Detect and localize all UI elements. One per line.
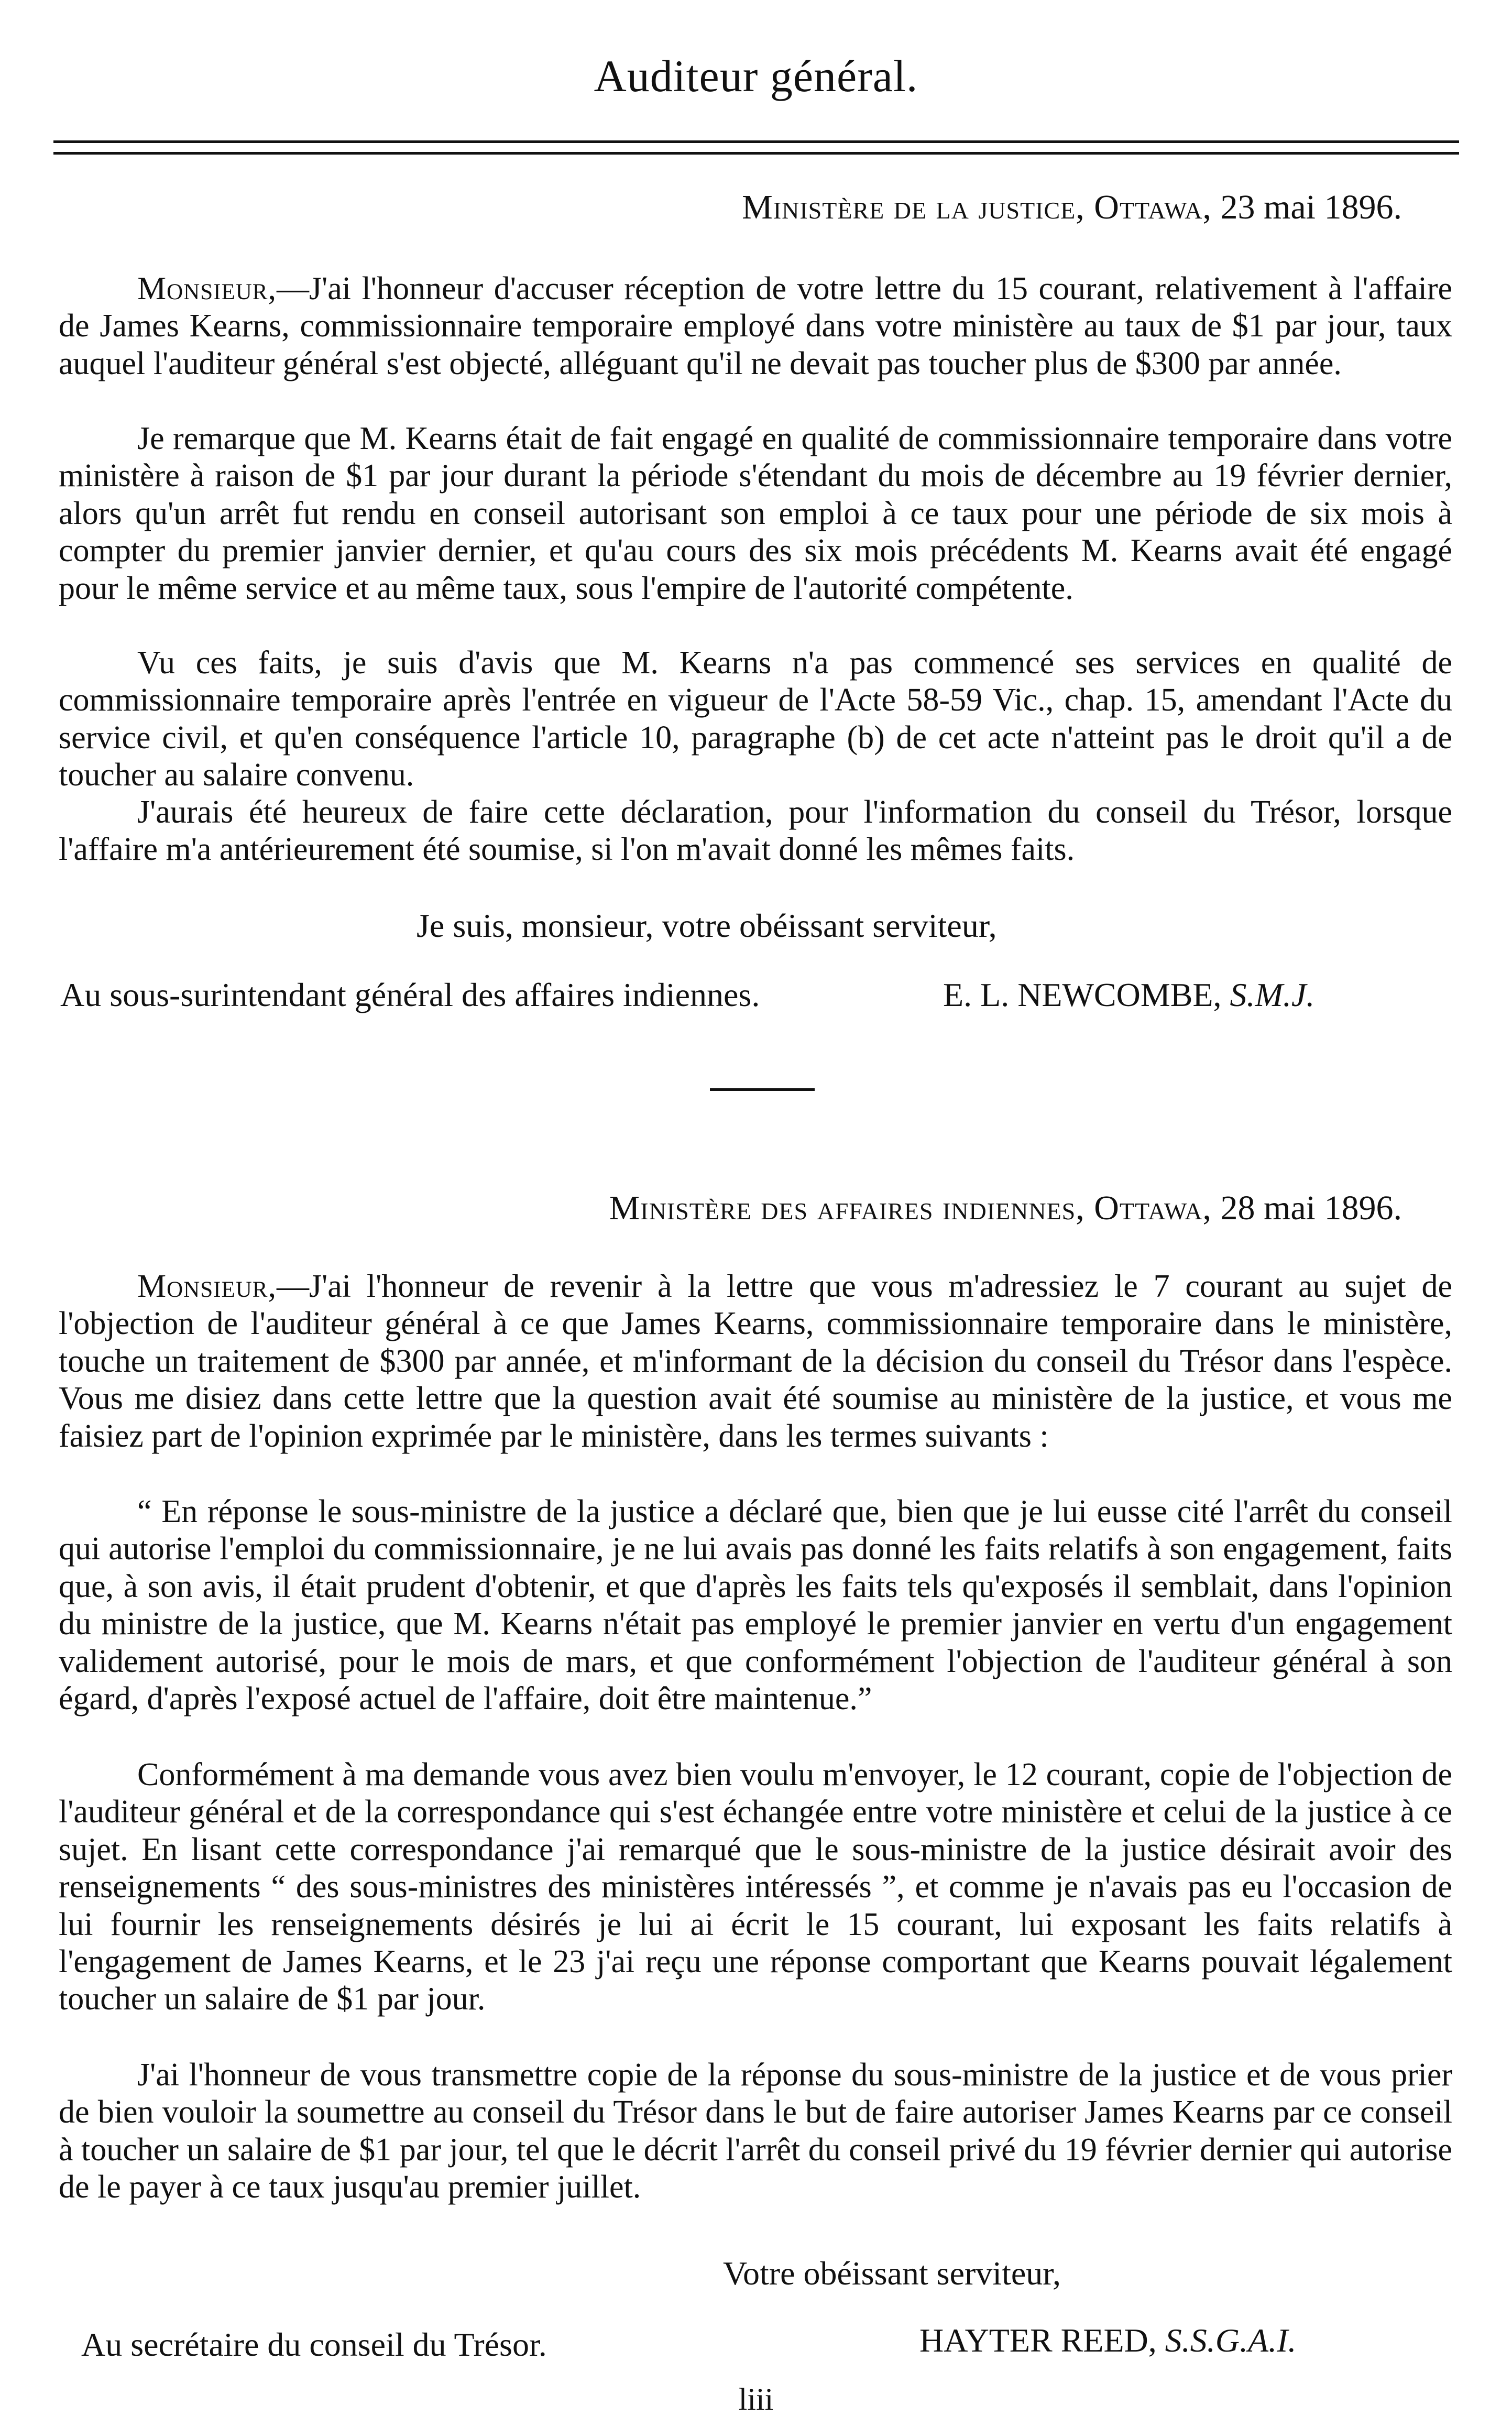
letter2-dateline-org: Ministère des affaires indiennes, Ottawa, bbox=[609, 1189, 1212, 1227]
title-rule-top bbox=[53, 140, 1459, 143]
page-title: Auditeur général. bbox=[594, 51, 918, 101]
letter1-dateline-org: Ministère de la justice, Ottawa, bbox=[742, 188, 1212, 226]
letter1-paragraph-1-text: —J'ai l'honneur d'accuser réception de votre lettre du 15 courant, relativement à l'affaire de James Kearns, commissionnaire temporaire employé dans votre ministère au taux de $1 par jour, taux auquel l'auditeur général s'est objecté, alléguant qu'il ne devait pas toucher plus de $300 par année. bbox=[59, 271, 1452, 381]
letter2-paragraph-3: J'ai l'honneur de vous transmettre copie de la réponse du sous-ministre de la justice et de vous prier de bien vouloir la soumettre au conseil du Trésor dans le but de faire autoriser James Kearns par ce conseil à toucher un salaire de $1 par jour, tel que le décrit l'arrêt du conseil privé du 19 février dernier qui autorise de le payer à ce taux jusqu'au premier juillet. bbox=[59, 2057, 1452, 2205]
letter2-signature bbox=[919, 2321, 1296, 2360]
letter2-dateline-date: 28 mai 1896. bbox=[1220, 1189, 1402, 1227]
letter1-dateline-date: 23 mai 1896. bbox=[1220, 188, 1402, 226]
page-number: liii bbox=[738, 2382, 774, 2417]
letter1-addressee: Au sous-surintendant général des affaires indiennes. bbox=[60, 976, 760, 1013]
letter1-closing: Je suis, monsieur, votre obéissant serviteur, bbox=[417, 907, 997, 944]
letter2-paragraph-1 bbox=[59, 1268, 1452, 1455]
title-rule-bottom bbox=[53, 152, 1459, 155]
letter1-salutation: Monsieur, bbox=[137, 271, 277, 307]
letter2-quotation: “ En réponse le sous-ministre de la justice a déclaré que, bien que je lui eusse cité l'arrêt du conseil qui autorise l'emploi du commissionnaire, je ne lui avais pas donné les faits relatifs à son engagement, faits que, à son avis, il était prudent d'obtenir, et que d'après les faits tels qu'exposés il semblait, dans l'opinion du ministre de la justice, que M. Kearns n'était pas employé le premier janvier en vertu d'un engagement validement autorisé, pour le mois de mars, et que conformément l'objection de l'auditeur général à son égard, d'après l'exposé actuel de l'affaire, doit être maintenue.” bbox=[59, 1494, 1452, 1717]
letter1-signature bbox=[943, 976, 1314, 1014]
letter2-signature-name: HAYTER REED, bbox=[919, 2322, 1157, 2359]
letter1-signature-title: S.M.J. bbox=[1230, 976, 1315, 1013]
letter2-closing: Votre obéissant serviteur, bbox=[723, 2255, 1061, 2292]
letter1-paragraph-2: Je remarque que M. Kearns était de fait engagé en qualité de commissionnaire temporaire dans votre ministère à raison de $1 par jour durant la période s'étendant du mois de décembre au 19 février dernier, alors qu'un arrêt fut rendu en conseil autorisant son emploi à ce taux pour une période de six mois à compter du premier janvier dernier, et qu'au cours des six mois précédents M. Kearns avait été engagé pour le même service et au même taux, sous l'empire de l'autorité compétente. bbox=[59, 421, 1452, 606]
letter1-dateline bbox=[742, 188, 1402, 227]
letter1-paragraph-4: J'aurais été heureux de faire cette déclaration, pour l'information du conseil du Trésor, lorsque l'affaire m'a antérieurement été soumise, si l'on m'avait donné les mêmes faits. bbox=[59, 794, 1452, 868]
section-divider bbox=[710, 1088, 815, 1091]
letter1-signature-name: E. L. NEWCOMBE, bbox=[943, 976, 1222, 1013]
letter2-signature-title: S.S.G.A.I. bbox=[1165, 2322, 1297, 2359]
letter2-salutation: Monsieur, bbox=[137, 1269, 277, 1304]
letter1-paragraph-3: Vu ces faits, je suis d'avis que M. Kearns n'a pas commencé ses services en qualité de commissionnaire temporaire après l'entrée en vigueur de l'Acte 58-59 Vic., chap. 15, amendant l'Acte du service civil, et qu'en conséquence l'article 10, paragraphe (b) de cet acte n'atteint pas le droit qu'il a de toucher au salaire convenu. bbox=[59, 645, 1452, 793]
letter2-addressee: Au secrétaire du conseil du Trésor. bbox=[81, 2326, 547, 2363]
letter2-paragraph-2: Conformément à ma demande vous avez bien voulu m'envoyer, le 12 courant, copie de l'objection de l'auditeur général et de la correspondance qui s'est échangée entre votre ministère et celui de la justice à ce sujet. En lisant cette correspondance j'ai remarqué que le sous-ministre de la justice désirait avoir des renseignements “ des sous-ministres des ministères intéressés ”, et comme je n'avais pas eu l'occasion de lui fournir les renseignements désirés je lui ai écrit le 15 courant, lui exposant les faits relatifs à l'engagement de James Kearns, et le 23 j'ai reçu une réponse comportant que Kearns pouvait légalement toucher un salaire de $1 par jour. bbox=[59, 1757, 1452, 2017]
letter1-paragraph-1 bbox=[59, 270, 1452, 382]
letter2-dateline bbox=[609, 1188, 1402, 1228]
letter2-paragraph-1-text: —J'ai l'honneur de revenir à la lettre que vous m'adressiez le 7 courant au sujet de l'objection de l'auditeur général à ce que James Kearns, commissionnaire temporaire dans le ministère, touche un traitement de $300 par année, et m'informant de la décision du conseil du Trésor dans l'espèce. Vous me disiez dans cette lettre que la question avait été soumise au ministère de la justice, et vous me faisiez part de l'opinion exprimée par le ministère, dans les termes suivants : bbox=[59, 1269, 1452, 1454]
